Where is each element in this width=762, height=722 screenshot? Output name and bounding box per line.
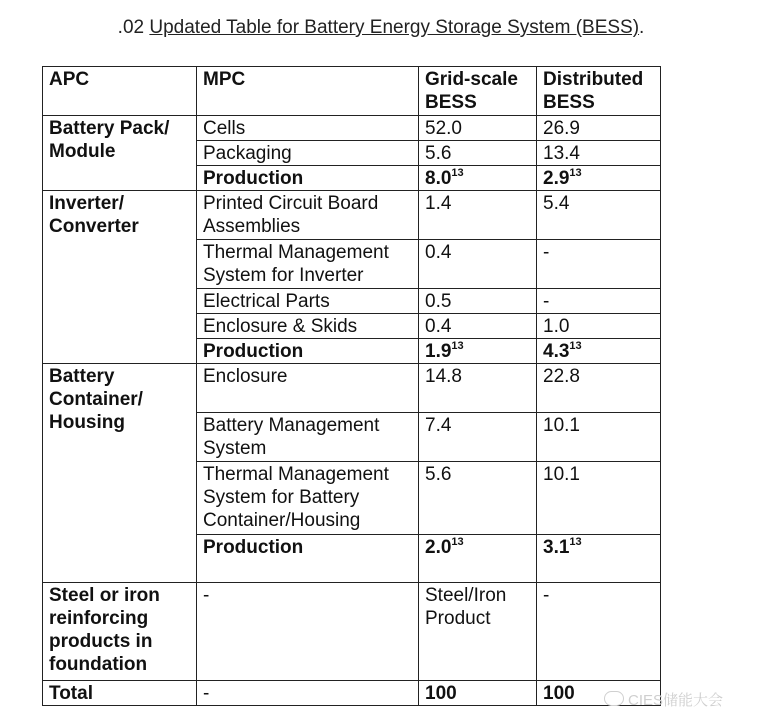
mpc-cell: Cells [197,116,419,141]
apc-battery-pack: Battery Pack/ Module [43,116,197,191]
watermark [604,689,723,710]
mpc-cell: Thermal Management System for Battery Container/Housing [197,462,419,535]
mpc-cell: Battery Management System [197,413,419,462]
grid-value: 0.5 [419,289,537,314]
total-dist: 100 [537,681,661,706]
grid-value: $8.0^{13}$ [419,166,537,191]
apc-inverter-converter: Inverter/ Converter [43,191,197,364]
dist-value: 22.8 [537,364,661,413]
dist-value: 26.9 [537,116,661,141]
footnote-ref: 13 [569,166,582,179]
grid-value: 5.6 [419,462,537,535]
mpc-cell: Electrical Parts [197,289,419,314]
dist-value: - [537,289,661,314]
caption-suffix: . [639,17,645,38]
bess-table [42,66,661,706]
table-row [43,191,661,240]
total-mpc: - [197,681,419,706]
header-grid-scale: Grid-scale BESS [419,67,537,116]
grid-value: $1.9^{13}$ [419,339,537,364]
mpc-production: Production [197,166,419,191]
table-caption [0,17,762,39]
dist-value: 1.0 [537,314,661,339]
grid-value: 1.4 [419,191,537,240]
dist-value: 10.1 [537,413,661,462]
dist-value: $3.1^{13}$ [537,535,661,583]
footnote-ref: 13 [451,166,464,179]
grid-value: 5.6 [419,141,537,166]
header-distributed: Distributed BESS [537,67,661,116]
grid-value: 14.8 [419,364,537,413]
header-mpc: MPC [197,67,419,116]
grid-value: 0.4 [419,240,537,289]
table-row [43,583,661,681]
mpc-cell: Enclosure & Skids [197,314,419,339]
total-grid: 100 [419,681,537,706]
dist-value: $4.3^{13}$ [537,339,661,364]
mpc-cell: Printed Circuit Board Assemblies [197,191,419,240]
mpc-cell: Enclosure [197,364,419,413]
dist-value: $2.9^{13}$ [537,166,661,191]
watermark-text: CIES储能大会 [628,692,724,709]
grid-value: Steel/Iron Product [419,583,537,681]
mpc-cell: Packaging [197,141,419,166]
dist-value: - [537,583,661,681]
weibo-icon [604,691,624,706]
grid-value: 0.4 [419,314,537,339]
total-row [43,681,661,706]
total-label: Total [43,681,197,706]
dist-value: 10.1 [537,462,661,535]
grid-value: 7.4 [419,413,537,462]
mpc-production: Production [197,535,419,583]
header-row [43,67,661,116]
header-apc: APC [43,67,197,116]
table-row [43,116,661,141]
footnote-ref: 13 [569,535,582,548]
mpc-cell: Thermal Management System for Inverter [197,240,419,289]
grid-value: $2.0^{13}$ [419,535,537,583]
caption-prefix: .02 [117,17,150,38]
apc-steel-iron: Steel or iron reinforcing products in foundation [43,583,197,681]
apc-battery-container: Battery Container/ Housing [43,364,197,583]
footnote-ref: 13 [569,339,582,352]
table-row [43,364,661,413]
footnote-ref: 13 [451,339,464,352]
grid-value: 52.0 [419,116,537,141]
dist-value: 13.4 [537,141,661,166]
footnote-ref: 13 [451,535,464,548]
caption-title: Updated Table for Battery Energy Storage System (BESS) [149,17,640,38]
dist-value: 5.4 [537,191,661,240]
dist-value: - [537,240,661,289]
mpc-production: Production [197,339,419,364]
mpc-cell: - [197,583,419,681]
